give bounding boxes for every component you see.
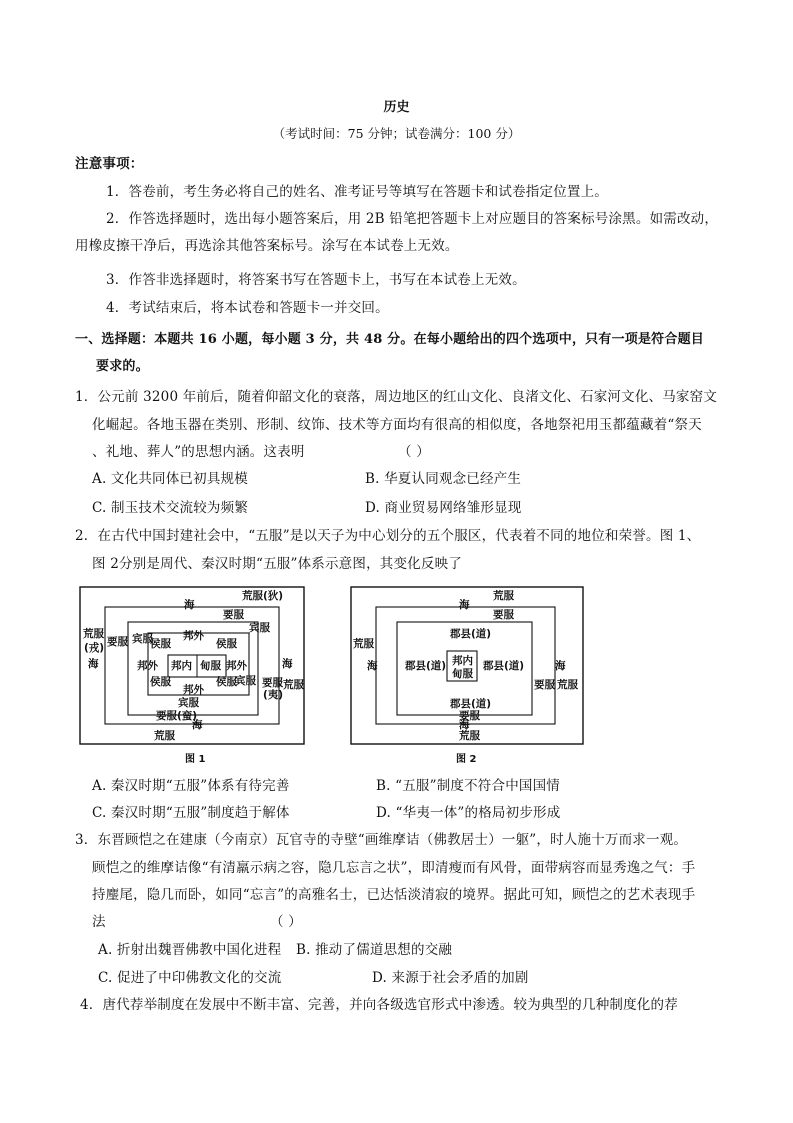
label-yaofu-yi: 要服 — [262, 677, 283, 689]
question-1-text: 1．公元前 3200 年前后，随着仰韶文化的衰落，周边地区的红山文化、良渚文化、石家河文化、马家窑文 — [75, 389, 718, 405]
option-b: B. “五服”制度不符合中国国情 — [376, 778, 561, 794]
label-rong: (戎) — [84, 642, 105, 654]
option-a: A. 折射出魏晋佛教中国化进程 — [98, 942, 282, 958]
label-junxian: 郡县(道) — [450, 628, 492, 640]
label-junxian: 郡县(道) — [450, 698, 492, 710]
label-bangnei: 邦内 — [171, 660, 192, 672]
label-binfu: 宾服 — [178, 697, 199, 709]
answer-bracket: （ ） — [270, 914, 302, 930]
label-bangwai: 邦外 — [183, 630, 204, 642]
label-sea: 海 — [88, 658, 99, 670]
note-item: 4．考试结束后，将本试卷和答题卡一并交回。 — [106, 300, 389, 316]
option-c: C. 秦汉时期“五服”制度趋于解体 — [92, 805, 290, 821]
label-bangnei: 邦内 — [452, 655, 473, 667]
label-yaofu: 要服 — [534, 679, 555, 691]
label-huangfu: 荒服 — [283, 679, 304, 691]
label-huangfu: 荒服 — [557, 679, 578, 691]
label-huangfu-rong: 荒服 — [83, 628, 104, 640]
label-sea: 海 — [192, 719, 203, 731]
label-huangfu: 荒服 — [493, 590, 514, 602]
label-bangwai: 邦外 — [137, 660, 158, 672]
label-bangwai: 邦外 — [226, 660, 247, 672]
question-2-text: 2．在古代中国封建社会中，“五服”是以天子为中心划分的五个服区，代表着不同的地位和荣誉。图 1、 — [75, 528, 701, 544]
question-1-text: 化崛起。各地玉器在类别、形制、纹饰、技术等方面均有很高的相似度，各地祭祀用玉都蕴藏着“祭天 — [92, 417, 702, 433]
figure-2-caption: 图 2 — [456, 754, 477, 765]
note-item: 2．作答选择题时，选出每小题答案后，用 2B 铅笔把答题卡上对应题目的答案标号涂黑。如需改动， — [106, 211, 719, 227]
label-huangfu: 荒服 — [353, 638, 374, 650]
question-3-text: 3．东晋顾恺之在建康（今南京）瓦官寺的寺壁“画维摩诘（佛教居士）一躯”，时人施十万而求一观。 — [75, 832, 688, 848]
label-yaofu: 要服 — [459, 710, 480, 722]
section-heading: 一、选择题：本题共 16 小题，每小题 3 分，共 48 分。在每小题给出的四个选项中，只有一项是符合题目 — [75, 332, 704, 347]
label-yaofu: 要服 — [223, 609, 244, 621]
label-junxian: 郡县(道) — [483, 660, 525, 672]
label-junxian: 郡县(道) — [405, 660, 447, 672]
label-sea: 海 — [459, 599, 470, 611]
label-binfu: 宾服 — [235, 675, 256, 687]
question-4-text: 4．唐代荐举制度在发展中不断丰富、完善，并向各级选官形式中渗透。较为典型的几种制度化的荐 — [80, 997, 678, 1013]
note-item: 用橡皮擦干净后，再选涂其他答案标号。涂写在本试卷上无效。 — [75, 238, 459, 254]
label-houfu: 侯服 — [150, 638, 171, 650]
question-3-text: 法 — [92, 914, 106, 930]
label-bangwai: 邦外 — [183, 684, 204, 696]
question-2-text: 图 2分别是周代、秦汉时期“五服”体系示意图，其变化反映了 — [92, 556, 462, 572]
page-title: 历史 — [383, 100, 410, 115]
label-sea: 海 — [459, 719, 470, 731]
option-d: D. 来源于社会矛盾的加剧 — [372, 970, 529, 986]
option-d: D. 商业贸易网络雏形显现 — [365, 500, 522, 516]
question-3-text: 顾恺之的维摩诘像“有清羸示病之容，隐几忘言之状”，即清瘦而有风骨，面带病容而显秀逸之气：手 — [92, 860, 696, 876]
option-a: A. 秦汉时期“五服”体系有待完善 — [92, 778, 290, 794]
figure-1-diagram — [76, 585, 308, 765]
label-yaofu-man: 要服(蛮) — [156, 710, 198, 722]
note-item: 3．作答非选择题时，将答案书写在答题卡上，书写在本试卷上无效。 — [106, 272, 526, 288]
question-3-text: 持麈尾，隐几而卧，如同“忘言”的高雅名士，已达恬淡清寂的境界。据此可知，顾恺之的艺术表现手 — [92, 887, 696, 903]
label-houfu: 侯服 — [216, 676, 237, 688]
label-sea: 海 — [282, 658, 293, 670]
label-sea: 海 — [367, 660, 378, 672]
option-c: C. 促进了中印佛教文化的交流 — [98, 970, 282, 986]
label-huangfu: 荒服 — [154, 730, 175, 742]
label-sea: 海 — [184, 599, 195, 611]
label-yi: (夷) — [263, 689, 284, 701]
notes-heading: 注意事项： — [75, 156, 144, 172]
option-d: D. “华夷一体”的格局初步形成 — [376, 805, 561, 821]
label-huangfu-di: 荒服(狄) — [242, 590, 284, 602]
label-dianfu: 甸服 — [452, 668, 473, 680]
option-c: C. 制玉技术交流较为频繁 — [92, 500, 249, 516]
label-yaofu: 要服 — [493, 609, 514, 621]
option-a: A. 文化共同体已初具规模 — [92, 471, 248, 487]
section-heading-cont: 要求的。 — [96, 359, 149, 374]
question-1-text: 、礼地、葬人”的思想内涵。这表明 — [92, 444, 305, 460]
option-b: B. 华夏认同观念已经产生 — [365, 471, 522, 487]
label-yaofu: 要服 — [107, 636, 128, 648]
figure-2-diagram — [347, 585, 587, 765]
label-houfu: 侯服 — [150, 676, 171, 688]
note-item: 1．答卷前，考生务必将自己的姓名、准考证号等填写在答题卡和试卷指定位置上。 — [106, 184, 608, 200]
label-houfu: 侯服 — [216, 638, 237, 650]
exam-info: （考试时间：75 分钟；试卷满分：100 分） — [272, 126, 521, 141]
answer-bracket: （ ） — [398, 444, 430, 460]
label-binfu: 宾服 — [249, 622, 270, 634]
option-b: B. 推动了儒道思想的交融 — [296, 942, 453, 958]
label-binfu: 宾服 — [132, 633, 153, 645]
figure-1-caption: 图 1 — [185, 754, 206, 765]
label-sea: 海 — [555, 660, 566, 672]
label-huangfu: 荒服 — [459, 730, 480, 742]
label-dianfu: 甸服 — [200, 660, 221, 672]
